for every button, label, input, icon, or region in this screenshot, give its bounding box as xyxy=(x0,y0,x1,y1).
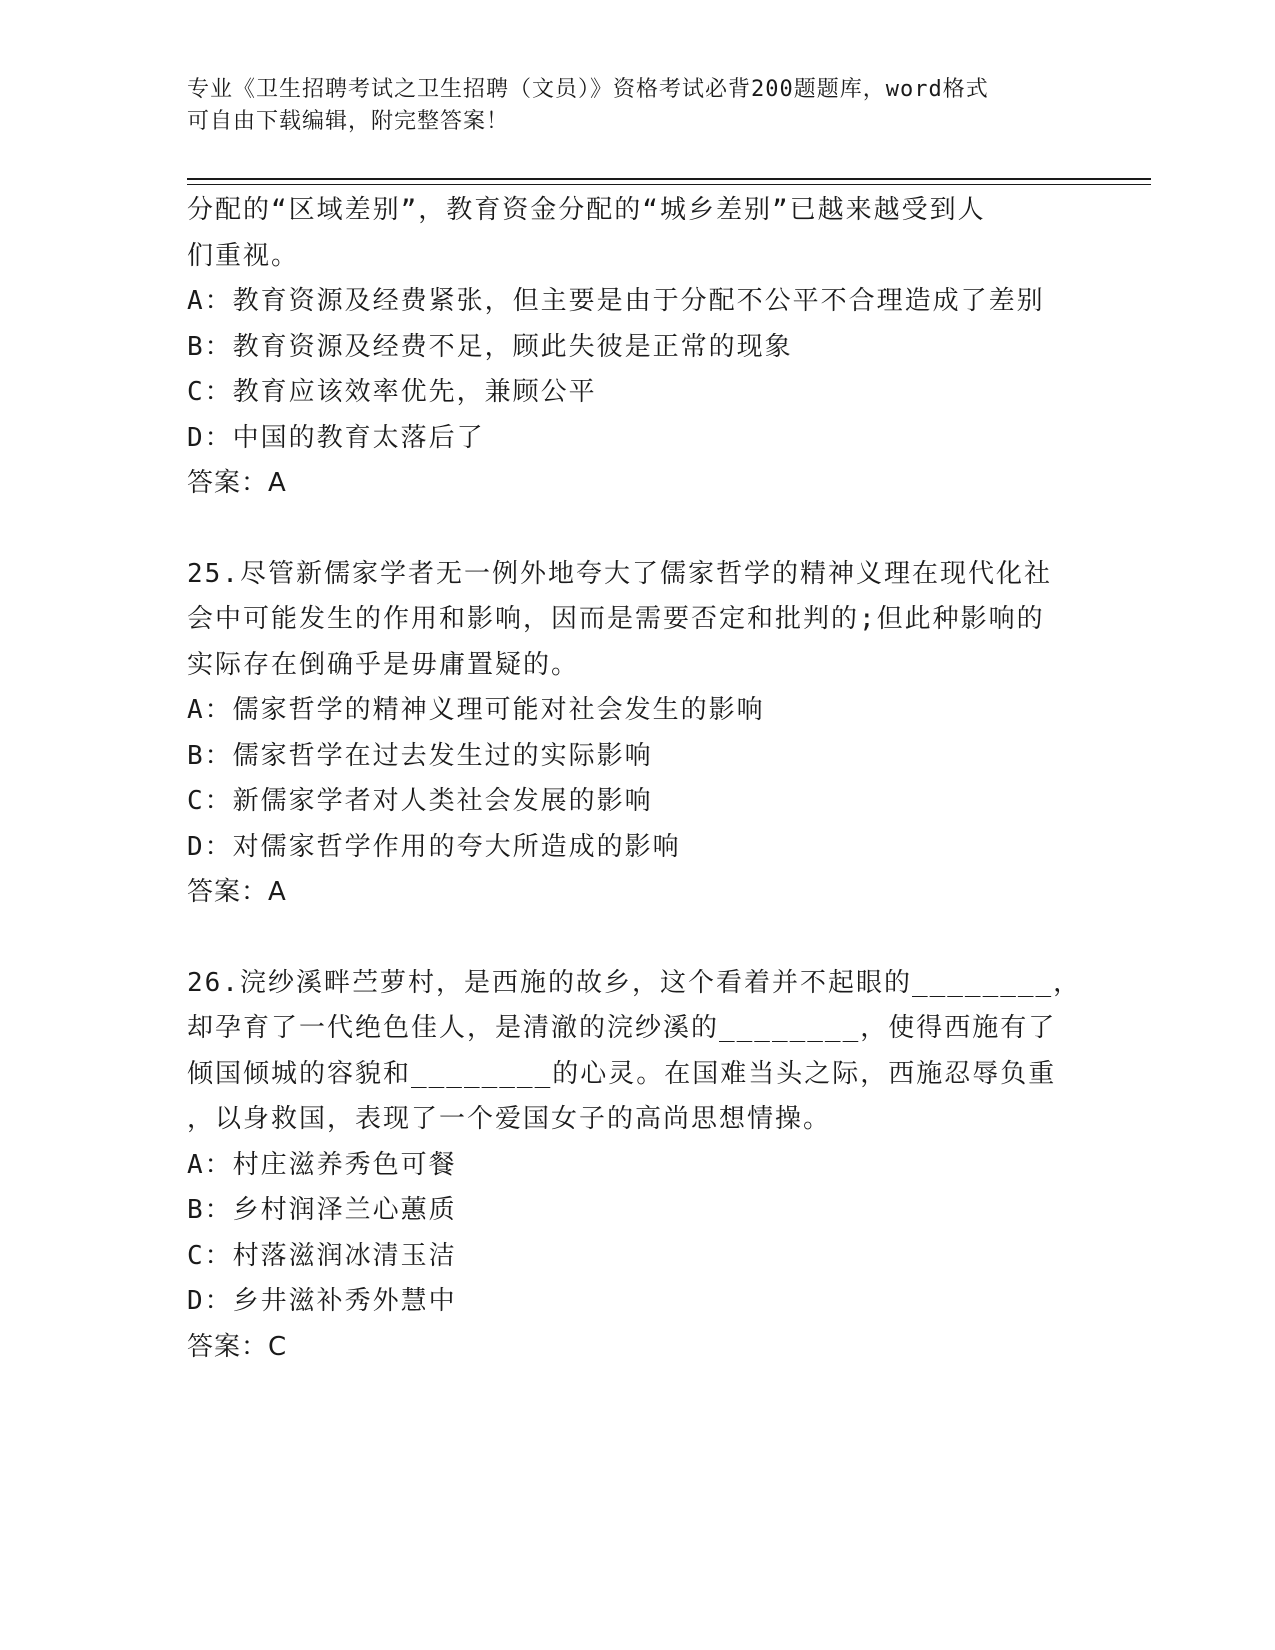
question-text-line: 分配的“区域差别”，教育资金分配的“城乡差别”已越来越受到人 xyxy=(187,195,986,225)
question-text-line: 却孕育了一代绝色佳人，是清澈的浣纱溪的________，使得西施有了 xyxy=(187,1013,1057,1043)
question-text-line: 实际存在倒确乎是毋庸置疑的。 xyxy=(187,649,580,680)
question-text-line: 倾国倾城的容貌和________的心灵。在国难当头之际，西施忍辱负重 xyxy=(187,1058,1057,1089)
option-a: A：儒家哲学的精神义理可能对社会发生的影响 xyxy=(187,695,765,725)
question-text-line: 26.浣纱溪畔苎萝村，是西施的故乡，这个看着并不起眼的________， xyxy=(187,967,1082,998)
option-c: C：村落滋润冰清玉洁 xyxy=(187,1240,457,1271)
question-text-line: ，以身救国，表现了一个爱国女子的高尚思想情操。 xyxy=(187,1104,832,1134)
question-25 xyxy=(187,552,1087,916)
header-line-1: 专业《卫生招聘考试之卫生招聘（文员）》资格考试必背200题题库，word格式 xyxy=(187,77,989,102)
option-d: D：乡井滋补秀外慧中 xyxy=(187,1286,457,1316)
header-line-2: 可自由下载编辑，附完整答案！ xyxy=(187,109,510,134)
question-content xyxy=(187,188,1087,1370)
question-text-line: 25.尽管新儒家学者无一例外地夸大了儒家哲学的精神义理在现代化社 xyxy=(187,558,1052,589)
option-a: A：村庄滋养秀色可餐 xyxy=(187,1149,457,1180)
question-spacer xyxy=(187,916,1087,961)
option-b: B：乡村润泽兰心蕙质 xyxy=(187,1195,457,1225)
option-a: A：教育资源及经费紧张，但主要是由于分配不公平不合理造成了差别 xyxy=(187,286,1045,316)
option-c: C：教育应该效率优先，兼顾公平 xyxy=(187,377,597,407)
option-d: D：中国的教育太落后了 xyxy=(187,422,485,453)
question-26 xyxy=(187,961,1087,1371)
header-divider-thin xyxy=(187,184,1151,185)
option-b: B：儒家哲学在过去发生过的实际影响 xyxy=(187,740,653,771)
question-text-line: 会中可能发生的作用和影响，因而是需要否定和批判的;但此种影响的 xyxy=(187,604,1045,634)
question-text-line: 们重视。 xyxy=(187,240,300,271)
answer-line: 答案：A xyxy=(187,877,287,907)
question-spacer xyxy=(187,507,1087,552)
answer-line: 答案：A xyxy=(187,468,287,498)
option-d: D：对儒家哲学作用的夸大所造成的影响 xyxy=(187,831,681,862)
question-24-continued xyxy=(187,188,1087,507)
option-c: C：新儒家学者对人类社会发展的影响 xyxy=(187,786,653,816)
option-b: B：教育资源及经费不足，顾此失彼是正常的现象 xyxy=(187,331,793,362)
header-divider-thick xyxy=(187,178,1151,180)
page-header xyxy=(187,74,1087,138)
answer-line: 答案：C xyxy=(187,1331,288,1362)
